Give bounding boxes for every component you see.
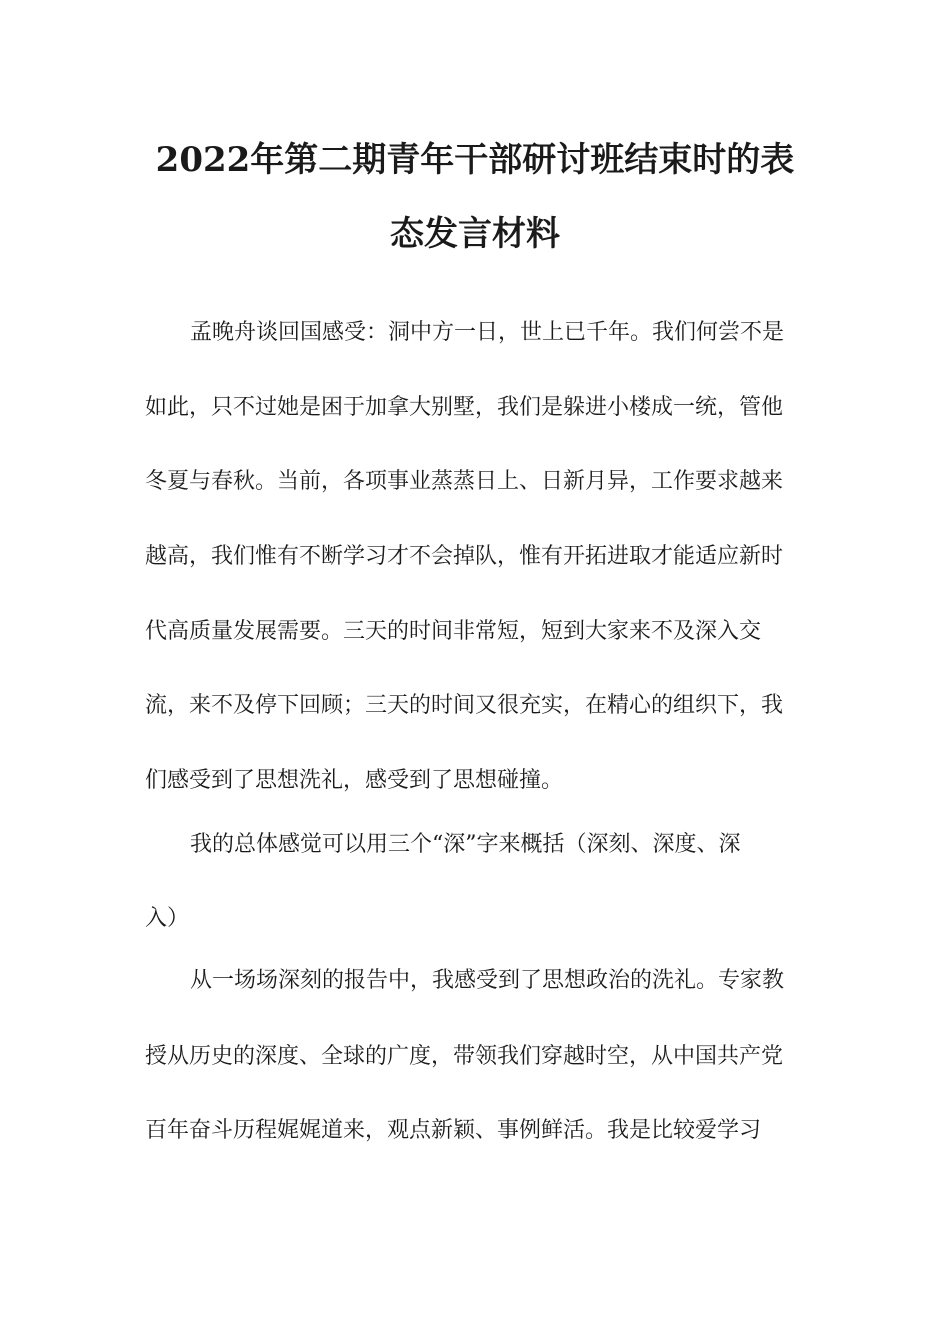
paragraph-line: 百年奋斗历程娓娓道来，观点新颖、事例鲜活。我是比较爱学习 xyxy=(145,1118,762,1143)
document-title-line-2: 态发言材料 xyxy=(390,214,560,254)
paragraph-line: 流，来不及停下回顾；三天的时间又很充实，在精心的组织下，我 xyxy=(145,693,784,718)
document-title-line-1: 2022年第二期青年干部研讨班结束时的表 xyxy=(155,140,795,180)
paragraph-line: 我的总体感觉可以用三个“深”字来概括（深刻、深度、深 xyxy=(190,832,741,857)
paragraph-line: 们感受到了思想洗礼，感受到了思想碰撞。 xyxy=(145,768,564,793)
paragraph-line: 越高，我们惟有不断学习才不会掉队，惟有开拓进取才能适应新时 xyxy=(145,544,784,569)
paragraph-line: 入） xyxy=(145,906,190,931)
paragraph-line: 孟晚舟谈回国感受：洞中方一日，世上已千年。我们何尝不是 xyxy=(190,320,785,345)
paragraph-line: 冬夏与春秋。当前，各项事业蒸蒸日上、日新月异，工作要求越来 xyxy=(145,469,784,494)
paragraph-line: 代高质量发展需要。三天的时间非常短，短到大家来不及深入交 xyxy=(145,619,762,644)
paragraph-line: 授从历史的深度、全球的广度，带领我们穿越时空，从中国共产党 xyxy=(145,1044,784,1069)
paragraph-line: 如此，只不过她是困于加拿大别墅，我们是躲进小楼成一统，管他 xyxy=(145,395,784,420)
paragraph-line: 从一场场深刻的报告中，我感受到了思想政治的洗礼。专家教 xyxy=(190,968,785,993)
